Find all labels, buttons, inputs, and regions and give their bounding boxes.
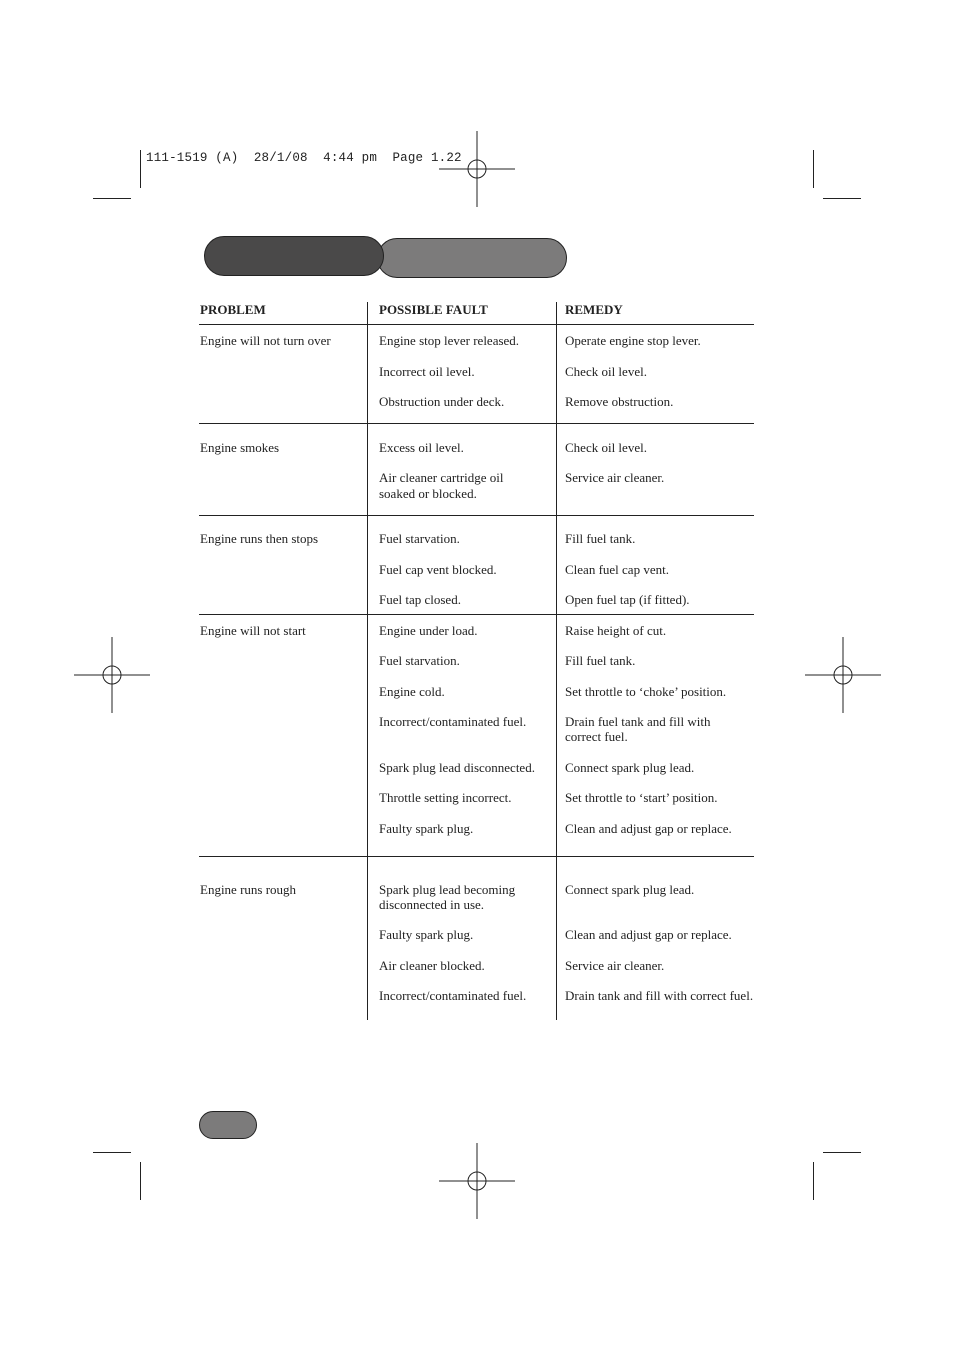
- fault-cell: disconnected in use.: [379, 897, 485, 912]
- remedy-cell: Fill fuel tank.: [565, 653, 636, 668]
- remedy-cell: Set throttle to ‘start’ position.: [565, 790, 718, 805]
- remedy-cell: Clean fuel cap vent.: [565, 562, 669, 577]
- remedy-cell: Drain tank and fill with correct fuel.: [565, 988, 754, 1003]
- remedy-cell: Remove obstruction.: [565, 394, 674, 409]
- remedy-cell: Drain fuel tank and fill with: [565, 714, 711, 729]
- fault-cell: Engine cold.: [379, 684, 445, 699]
- fault-cell: Incorrect/contaminated fuel.: [379, 714, 527, 729]
- registration-mark-left-icon: [74, 637, 150, 713]
- fault-cell: Incorrect/contaminated fuel.: [379, 988, 527, 1003]
- fault-cell: Obstruction under deck.: [379, 394, 505, 409]
- fault-cell: Air cleaner blocked.: [379, 958, 485, 973]
- registration-mark-top-icon: [439, 131, 515, 207]
- fault-cell: Excess oil level.: [379, 440, 464, 455]
- remedy-cell: Check oil level.: [565, 440, 647, 455]
- remedy-cell: Open fuel tap (if fitted).: [565, 592, 690, 607]
- header-rule: [199, 324, 754, 325]
- header-problem: PROBLEM: [200, 302, 266, 317]
- column-divider-2: [556, 302, 557, 1020]
- section-tab-primary: [204, 236, 384, 276]
- group-rule-3: [199, 614, 754, 615]
- section-tab-secondary: [377, 238, 567, 278]
- fault-cell: Fuel starvation.: [379, 531, 460, 546]
- registration-mark-bottom-icon: [439, 1143, 515, 1219]
- header-possible-fault: POSSIBLE FAULT: [379, 302, 488, 317]
- problem-cell: Engine will not start: [200, 623, 306, 638]
- problem-cell: Engine runs then stops: [200, 531, 319, 546]
- group-rule-1: [199, 423, 754, 424]
- crop-mark-bottom-left-h: [93, 1152, 131, 1153]
- print-slug: 111-1519 (A) 28/1/08 4:44 pm Page 1.22: [146, 151, 462, 165]
- fault-cell: Throttle setting incorrect.: [379, 790, 512, 805]
- page-number-tab: [199, 1111, 257, 1139]
- remedy-cell: Raise height of cut.: [565, 623, 667, 638]
- remedy-cell: Set throttle to ‘choke’ position.: [565, 684, 727, 699]
- remedy-cell: Operate engine stop lever.: [565, 333, 701, 348]
- problem-cell: Engine will not turn over: [200, 333, 331, 348]
- crop-mark-bottom-left-v: [140, 1162, 141, 1200]
- remedy-cell: correct fuel.: [565, 729, 628, 744]
- remedy-cell: Service air cleaner.: [565, 958, 665, 973]
- crop-mark-top-right-v: [813, 150, 814, 188]
- crop-mark-top-right-h: [823, 198, 861, 199]
- crop-mark-top-left-v: [140, 150, 141, 188]
- fault-cell: Fuel tap closed.: [379, 592, 461, 607]
- remedy-cell: Clean and adjust gap or replace.: [565, 821, 732, 836]
- crop-mark-top-left-h: [93, 198, 131, 199]
- fault-cell: soaked or blocked.: [379, 486, 477, 501]
- fault-cell: Engine stop lever released.: [379, 333, 520, 348]
- remedy-cell: Clean and adjust gap or replace.: [565, 927, 732, 942]
- remedy-cell: Connect spark plug lead.: [565, 760, 695, 775]
- crop-mark-bottom-right-v: [813, 1162, 814, 1200]
- fault-cell: Fuel cap vent blocked.: [379, 562, 497, 577]
- fault-cell: Spark plug lead disconnected.: [379, 760, 535, 775]
- remedy-cell: Fill fuel tank.: [565, 531, 636, 546]
- fault-cell: Incorrect oil level.: [379, 364, 475, 379]
- group-rule-4: [199, 856, 754, 857]
- problem-cell: Engine runs rough: [200, 882, 297, 897]
- remedy-cell: Check oil level.: [565, 364, 647, 379]
- fault-cell: Faulty spark plug.: [379, 821, 474, 836]
- fault-cell: Faulty spark plug.: [379, 927, 474, 942]
- crop-mark-bottom-right-h: [823, 1152, 861, 1153]
- group-rule-2: [199, 515, 754, 516]
- registration-mark-right-icon: [805, 637, 881, 713]
- fault-cell: Air cleaner cartridge oil: [379, 470, 504, 485]
- fault-cell: Spark plug lead becoming: [379, 882, 516, 897]
- remedy-cell: Service air cleaner.: [565, 470, 665, 485]
- column-divider-1: [367, 302, 368, 1020]
- fault-cell: Fuel starvation.: [379, 653, 460, 668]
- problem-cell: Engine smokes: [200, 440, 280, 455]
- fault-cell: Engine under load.: [379, 623, 478, 638]
- remedy-cell: Connect spark plug lead.: [565, 882, 695, 897]
- header-remedy: REMEDY: [565, 302, 623, 317]
